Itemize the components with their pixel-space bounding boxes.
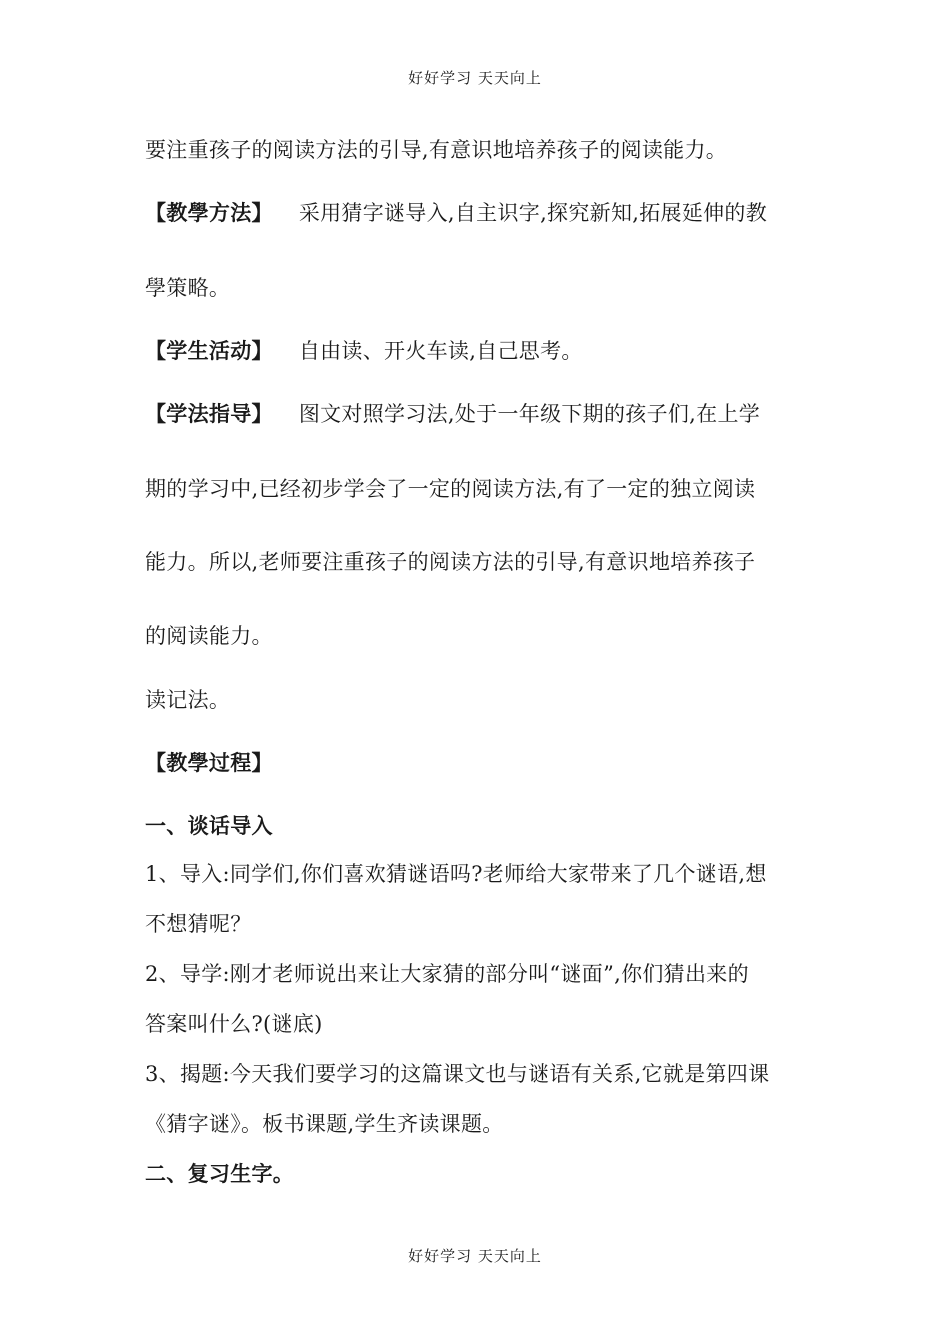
read-method-line: 读记法。 [145, 688, 231, 712]
study-guidance-label: 【学法指导】 [145, 402, 273, 426]
study-guidance-text: 图文对照学习法,处于一年级下期的孩子们,在上学 [298, 402, 761, 426]
item-1-line-2: 不想猜呢？ [145, 912, 252, 936]
item-2-line-1: 2、导学:刚才老师说出来让大家猜的部分叫“谜面”,你们猜出来的 [145, 962, 749, 986]
student-activity-text: 自由读、开火车读,自己思考。 [298, 339, 583, 363]
item-1-line-1: 1、导入:同学们,你们喜欢猜谜语吗?老师给大家带来了几个谜语,想 [145, 862, 767, 886]
teaching-method-text: 采用猜字谜导入,自主识字,探究新知,拓展延伸的教 [298, 201, 768, 225]
item-2-line-2: 答案叫什么?(谜底) [145, 1012, 323, 1036]
study-guidance-line-2: 期的学习中,已经初步学会了一定的阅读方法,有了一定的独立阅读 [145, 477, 756, 501]
teaching-method-line-2: 學策略。 [145, 276, 231, 300]
page-header: 好好学习 天天向上 [408, 69, 542, 87]
page-footer: 好好学习 天天向上 [408, 1247, 542, 1265]
section-1-heading: 一、谈话导入 [145, 814, 273, 838]
item-3-line-2: 《猜字谜》。板书课题,学生齐读课题。 [145, 1112, 504, 1136]
process-heading: 【教學过程】 [145, 751, 273, 775]
study-guidance-line-1 [145, 400, 760, 428]
student-activity-line [145, 337, 583, 365]
item-3-line-1: 3、揭题:今天我们要学习的这篇课文也与谜语有关系,它就是第四课 [145, 1062, 770, 1086]
teaching-method-line-1 [145, 199, 767, 227]
student-activity-label: 【学生活动】 [145, 339, 273, 363]
teaching-method-label: 【教學方法】 [145, 201, 273, 225]
section-2-heading: 二、复习生字。 [145, 1162, 295, 1186]
study-guidance-line-3: 能力。所以,老师要注重孩子的阅读方法的引导,有意识地培养孩子 [145, 550, 756, 574]
study-guidance-line-4: 的阅读能力。 [145, 624, 273, 648]
intro-tail-line: 要注重孩子的阅读方法的引导,有意识地培养孩子的阅读能力。 [145, 138, 728, 162]
